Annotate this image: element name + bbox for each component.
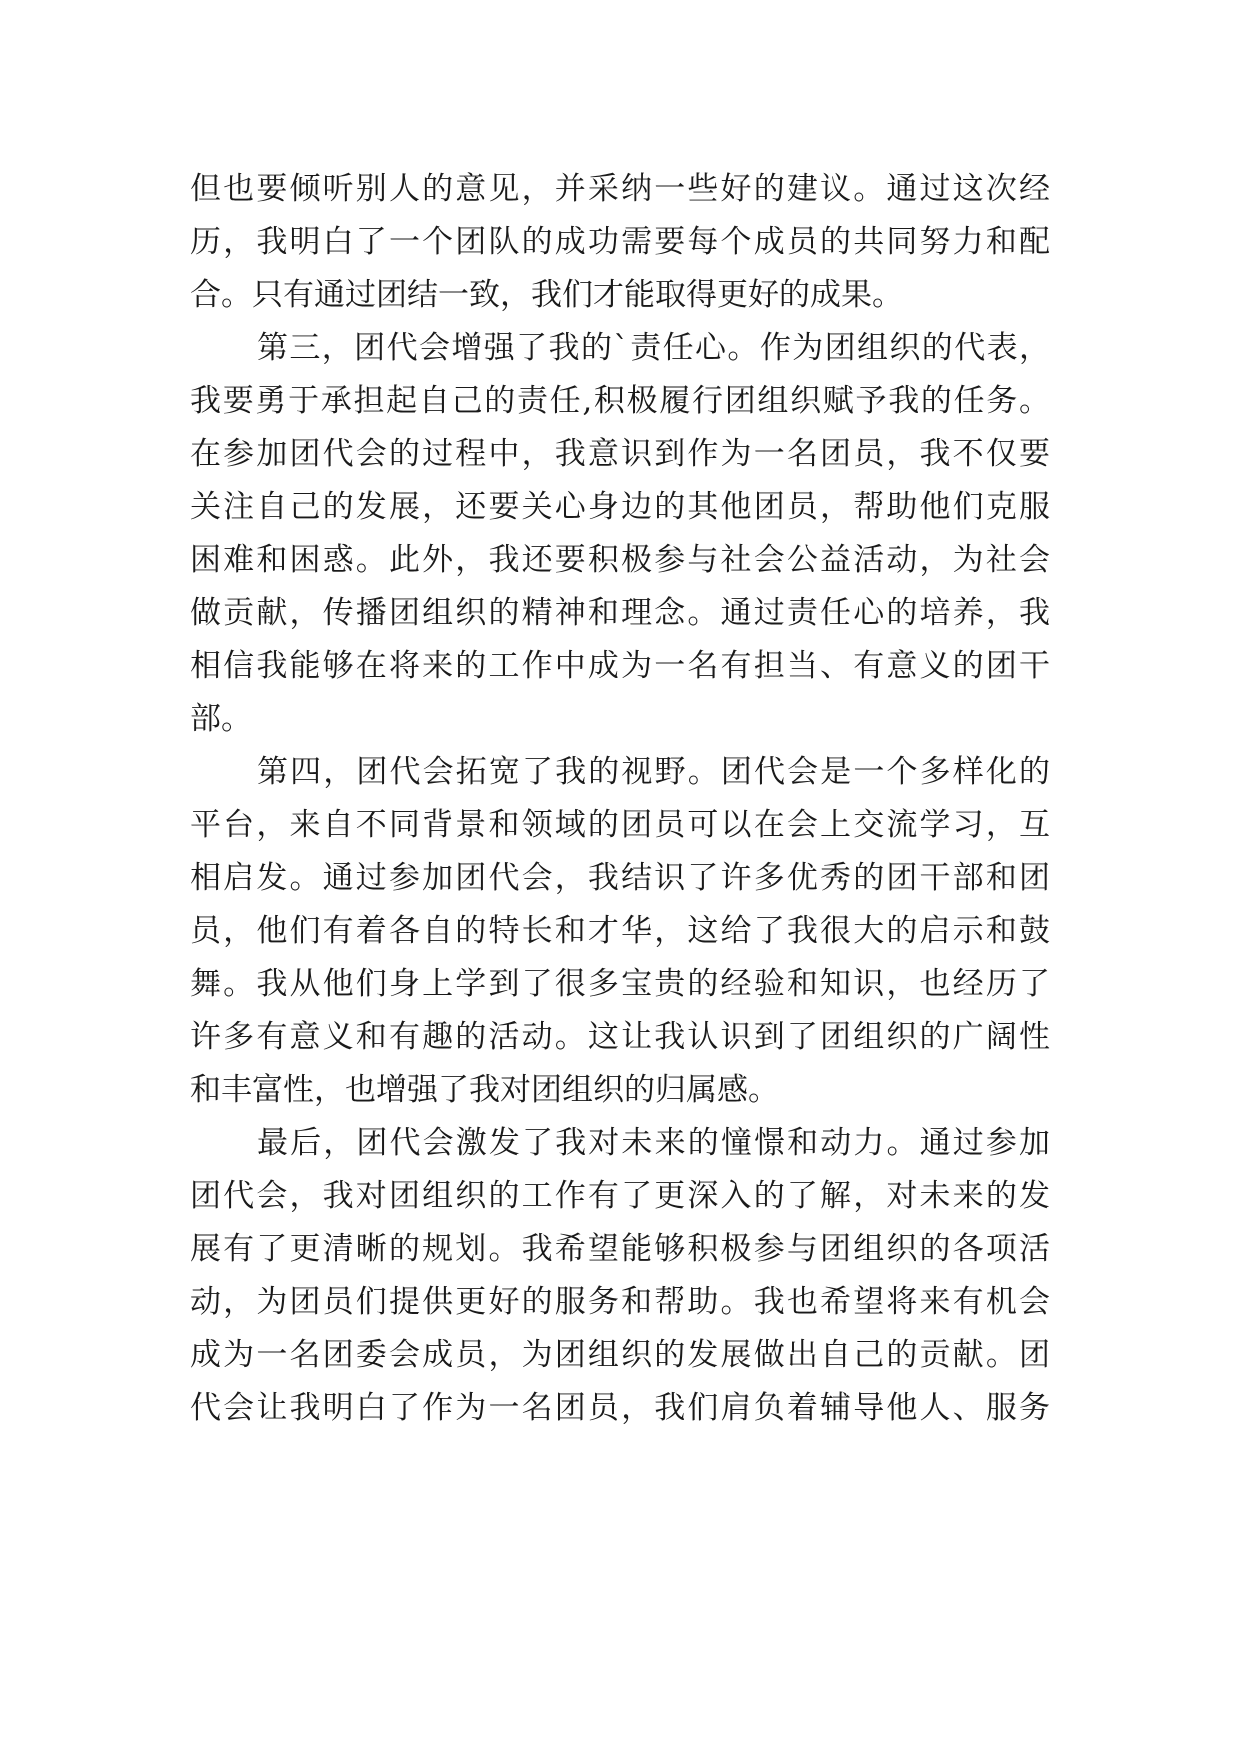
text-line: 成为一名团委会成员，为团组织的发展做出自己的贡献。团 <box>190 1337 1050 1373</box>
text-line: 相启发。通过参加团代会，我结识了许多优秀的团干部和团 <box>190 860 1050 896</box>
text-line: 舞。我从他们身上学到了很多宝贵的经验和知识，也经历了 <box>190 966 1050 1002</box>
text-line: 代会让我明白了作为一名团员，我们肩负着辅导他人、服务 <box>190 1390 1050 1426</box>
text-line: 历，我明白了一个团队的成功需要每个成员的共同努力和配 <box>190 224 1050 260</box>
text-line: 员，他们有着各自的特长和才华，这给了我很大的启示和鼓 <box>190 913 1050 949</box>
text-line: 关注自己的发展，还要关心身边的其他团员，帮助他们克服 <box>190 489 1050 525</box>
text-line: 但也要倾听别人的意见，并采纳一些好的建议。通过这次经 <box>190 171 1050 207</box>
text-line: 展有了更清晰的规划。我希望能够积极参与团组织的各项活 <box>190 1231 1050 1267</box>
text-line: 我要勇于承担起自己的责任,积极履行团组织赋予我的任务。 <box>190 383 1050 419</box>
text-line: 团代会，我对团组织的工作有了更深入的了解，对未来的发 <box>190 1178 1050 1214</box>
text-line: 动，为团员们提供更好的服务和帮助。我也希望将来有机会 <box>190 1284 1050 1320</box>
text-line: 相信我能够在将来的工作中成为一名有担当、有意义的团干 <box>190 648 1050 684</box>
paragraph-first-line: 最后，团代会激发了我对未来的憧憬和动力。通过参加 <box>257 1125 1050 1161</box>
paragraph-first-line: 第四，团代会拓宽了我的视野。团代会是一个多样化的 <box>257 754 1050 790</box>
text-line: 许多有意义和有趣的活动。这让我认识到了团组织的广阔性 <box>190 1019 1050 1055</box>
text-line: 平台，来自不同背景和领域的团员可以在会上交流学习，互 <box>190 807 1050 843</box>
text-line: 部。 <box>190 701 252 737</box>
paragraph-first-line: 第三，团代会增强了我的`责任心。作为团组织的代表， <box>257 330 1050 366</box>
text-line: 困难和困惑。此外，我还要积极参与社会公益活动，为社会 <box>190 542 1050 578</box>
text-line: 合。只有通过团结一致，我们才能取得更好的成果。 <box>190 277 903 313</box>
text-line: 做贡献，传播团组织的精神和理念。通过责任心的培养，我 <box>190 595 1050 631</box>
text-line: 和丰富性，也增强了我对团组织的归属感。 <box>190 1072 779 1108</box>
text-line: 在参加团代会的过程中，我意识到作为一名团员，我不仅要 <box>190 436 1050 472</box>
